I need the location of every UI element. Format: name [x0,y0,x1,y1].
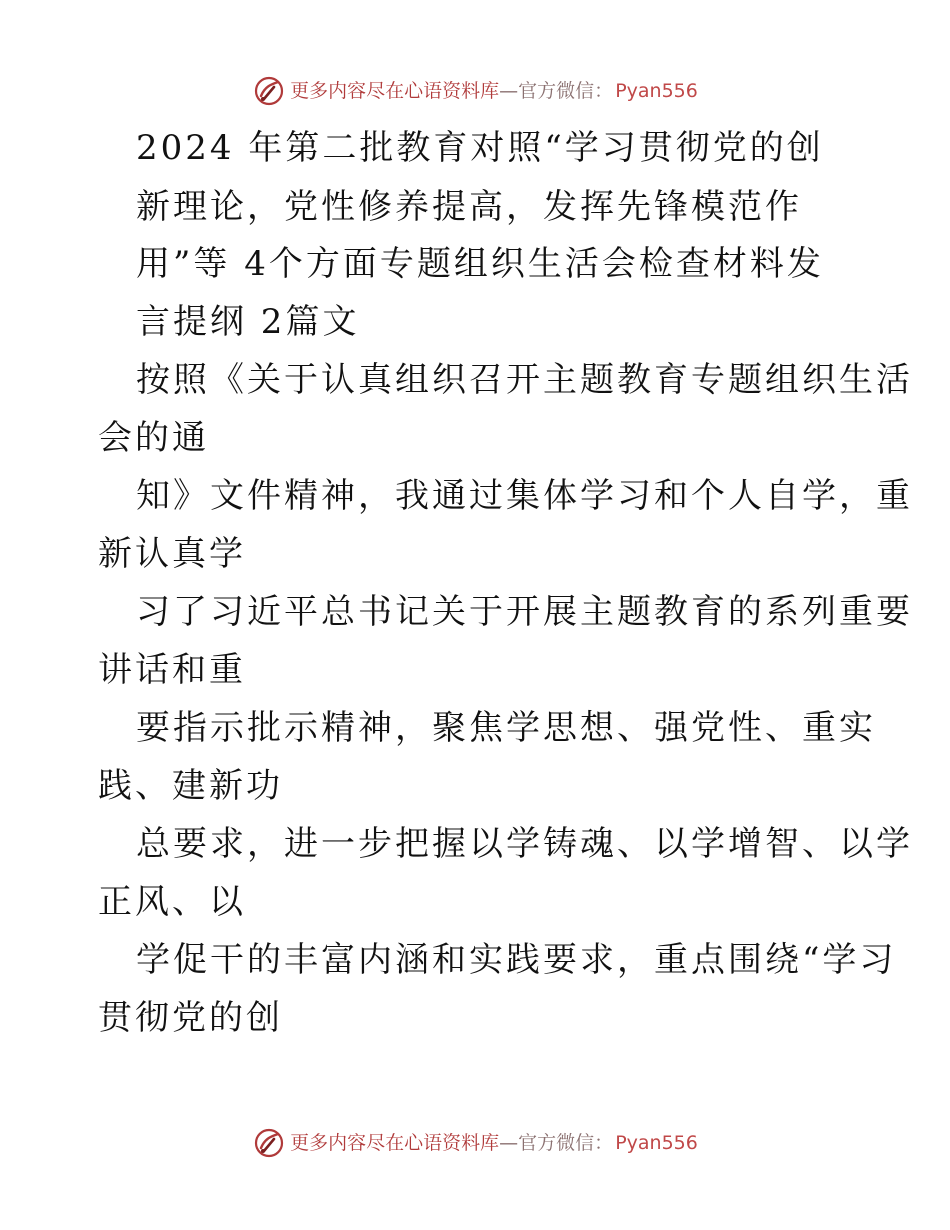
doc-title-line: 新理论，党性修养提高，发挥先锋模范作 [136,187,802,227]
watermark-wechat-label: 官方微信： [518,80,614,102]
doc-body-line: 讲话和重 [98,650,246,690]
doc-body-line: 新认真学 [98,534,246,574]
doc-body-line: 学促干的丰富内涵和实践要求，重点围绕“学习 [136,940,897,980]
watermark-wechat-id: Pyan556 [615,1132,698,1154]
doc-body-line: 正风、以 [98,882,246,922]
doc-body-line: 践、建新功 [98,766,283,806]
doc-body-line: 总要求，进一步把握以学铸魂、以学增智、以学 [136,824,913,864]
doc-body-line: 贯彻党的创 [98,998,283,1038]
doc-body-line: 会的通 [98,418,209,458]
doc-body-line: 知》文件精神，我通过集体学习和个人自学，重 [136,476,913,516]
doc-title-line: 2024 年第二批教育对照“学习贯彻党的创 [136,128,824,168]
doc-body-line: 习了习近平总书记关于开展主题教育的系列重要 [136,592,913,632]
pen-swirl-icon [252,1126,286,1160]
doc-body-line: 要指示批示精神，聚焦学思想、强党性、重实 [136,708,876,748]
watermark-dash: — [499,80,519,102]
watermark-main-text: 更多内容尽在心语资料库 [290,1132,500,1154]
doc-title-line: 言提纲 2篇文 [136,302,360,342]
pen-swirl-icon [252,74,286,108]
doc-body-line: 按照《关于认真组织召开主题教育专题组织生活 [136,360,913,400]
watermark-wechat-label: 官方微信： [518,1132,614,1154]
watermark-header [0,74,950,108]
watermark-footer [0,1126,950,1160]
watermark-main-text: 更多内容尽在心语资料库 [290,80,500,102]
watermark-dash: — [499,1132,519,1154]
doc-title-line: 用”等 4个方面专题组织生活会检查材料发 [136,244,824,284]
watermark-wechat-id: Pyan556 [615,80,698,102]
